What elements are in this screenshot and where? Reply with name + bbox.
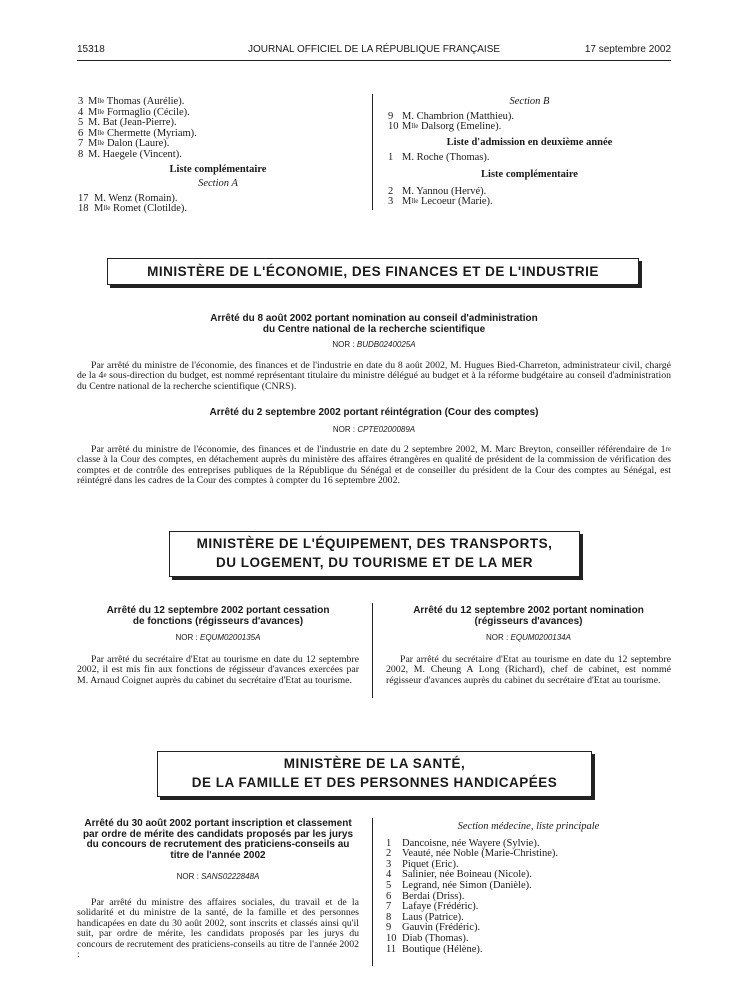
list-item (388, 122, 671, 133)
candidate-name: Berdai (Driss). (402, 890, 465, 902)
arrete-title (77, 314, 671, 335)
rank-number: 6 (78, 127, 84, 139)
rank-number: 11 (386, 943, 397, 955)
arrete-body: Par arrêté du ministre de l'économie, des finances et de l'industrie en date du 8 août 2002, M. Hugues Bied-Charreton, administrateur civil, chargé de la 4e sous-direction du budget, est nommé représentant titulaire du ministre délégué au budget et à la réforme budgétaire au conseil d'administration du Centre national de la recherche scientifique (CNRS). (77, 360, 672, 392)
candidate-name: M. Wenz (Romain). (94, 192, 178, 204)
arrete-title-line: par ordre de mérite des candidats proposés par les jurys (82, 828, 354, 840)
list-item (388, 197, 671, 208)
ministry-title: MINISTÈRE DE L'ÉCONOMIE, DES FINANCES ET DE L'INDUSTRIE (147, 264, 599, 279)
arrete-title-line: titre de l'année 2002 (170, 849, 266, 861)
nor-code: BUDB0240025A (356, 340, 416, 349)
rank-number: 2 (388, 185, 394, 197)
ministry-title-line: DE LA FAMILLE ET DES PERSONNES HANDICAPÉES (191, 775, 558, 790)
arrete-title (77, 606, 359, 627)
candidate-name: Boutique (Hélène). (402, 943, 483, 955)
candidate-name: Dancoisne, née Wayere (Sylvie). (402, 837, 540, 849)
arrete-body: Par arrêté du secrétaire d'Etat au tourisme en date du 12 septembre 2002, il est mis fin aux fonctions de régisseur d'avances exercées par M. Arnaud Coignet auprès du cabinet du secrétaire d'Etat au tourisme. (77, 654, 359, 686)
ministry-title-line: MINISTÈRE DE L'ÉQUIPEMENT, DES TRANSPORTS, (196, 536, 553, 551)
rank-number: 1 (386, 837, 392, 849)
rank-number: 4 (386, 869, 392, 881)
list-item (78, 204, 358, 215)
liste-complementaire-heading: Liste complémentaire (481, 168, 578, 180)
candidate-name: $M^{lle}$ Dalon (Laure). (88, 138, 170, 150)
candidate-name: $M^{lle}$ Lecoeur (Marie). (402, 196, 493, 208)
top-left-list (78, 97, 358, 215)
candidate-name: M. Haegele (Vincent). (88, 148, 182, 160)
arrete-title (77, 819, 359, 861)
nor-label: NOR : (176, 872, 199, 881)
ministry-heading-equipement (169, 531, 580, 577)
rank-number: 6 (386, 890, 392, 902)
arrete-title-line: Arrêté du 8 août 2002 portant nomination au conseil d'administration (210, 313, 538, 324)
list-item (388, 153, 671, 164)
candidate-name: Diab (Thomas). (402, 932, 469, 944)
nor-label: NOR : (175, 633, 198, 642)
rank-number: 17 (78, 192, 89, 204)
rank-number: 5 (78, 117, 84, 129)
candidate-name: Gauvin (Frédéric). (402, 922, 481, 934)
column-divider (372, 94, 373, 210)
liste-complementaire-heading: Liste complémentaire (169, 163, 267, 175)
candidate-name: Laus (Patrice). (402, 911, 464, 923)
ministry-heading-sante (157, 751, 592, 797)
arrete-title-line: Arrêté du 12 septembre 2002 portant cessation (106, 605, 330, 616)
rank-number: 9 (386, 922, 392, 934)
page-header (77, 44, 671, 58)
nor-label: NOR : (486, 633, 509, 642)
arrete-title (386, 606, 671, 627)
candidate-name: M. Chambrion (Matthieu). (402, 110, 514, 122)
candidate-name: $M^{lle}$ Dalsorg (Emeline). (402, 121, 502, 133)
medecine-section (386, 822, 671, 955)
section-b-heading: Section B (509, 96, 550, 107)
candidate-name: $M^{lle}$ Formaglio (Cécile). (88, 106, 190, 118)
column-divider (372, 818, 373, 966)
list-item (78, 150, 358, 161)
nor-code: CPTE0200089A (357, 425, 416, 434)
section-a-list (78, 194, 358, 215)
ministry-title-line: MINISTÈRE DE LA SANTÉ, (283, 756, 466, 771)
arrete-title-line: (régisseurs d'avances) (474, 615, 583, 627)
rank-number: 1 (388, 152, 394, 164)
rank-number: 18 (78, 203, 89, 215)
rank-number: 2 (386, 848, 392, 860)
liste-admission-heading: Liste d'admission en deuxième année (446, 136, 613, 148)
rank-number: 10 (388, 121, 399, 133)
candidate-name: $M^{lle}$ Thomas (Aurélie). (88, 96, 185, 107)
arrete-title-line: Arrêté du 30 août 2002 portant inscription et classement (84, 818, 352, 829)
nor-reference (77, 633, 359, 642)
arrete-title-line: du concours de recrutement des praticiens-conseils au (86, 839, 350, 850)
candidate-name: M. Yannou (Hervé). (402, 185, 487, 197)
list-item (78, 97, 358, 108)
rank-number: 7 (78, 138, 84, 150)
arrete-title-line: Arrêté du 12 septembre 2002 portant nomination (413, 605, 644, 616)
candidate-name: Legrand, née Simon (Danièle). (402, 879, 532, 891)
candidate-name: Lafaye (Frédéric). (402, 901, 479, 913)
rank-number: 4 (78, 106, 84, 118)
issue-date: 17 septembre 2002 (584, 44, 671, 55)
ministry-title-line: DU LOGEMENT, DU TOURISME ET DE LA MER (215, 555, 533, 570)
arrete-body: Par arrêté du secrétaire d'Etat au tourisme en date du 12 septembre 2002, M. Cheung A Long (Richard), chef de cabinet, est nommé régisseur d'avances auprès du cabinet du secrétaire d'Etat au tourisme. (386, 654, 671, 686)
header-rule (77, 60, 671, 61)
nor-code: EQUM0200134A (510, 633, 571, 642)
candidate-name: M. Bat (Jean-Pierre). (88, 117, 177, 129)
candidate-name: M. Roche (Thomas). (402, 152, 490, 164)
nor-code: SANS0222848A (201, 872, 260, 881)
complementaire-list (388, 187, 671, 208)
nor-label: NOR : (332, 425, 356, 434)
section-b-list (388, 112, 671, 133)
nor-reference (77, 340, 671, 349)
rank-number: 10 (386, 932, 397, 944)
nor-reference (386, 633, 671, 642)
arrete-title: Arrêté du 2 septembre 2002 portant réintégration (Cour des comptes) (209, 407, 539, 418)
list-item (386, 945, 671, 956)
candidate-name: $M^{lle}$ Chermette (Myriam). (88, 127, 197, 139)
top-right-list (388, 97, 671, 208)
arrete-title-line: de fonctions (régisseurs d'avances) (132, 615, 304, 627)
rank-number: 5 (386, 879, 392, 891)
nor-reference (77, 872, 359, 881)
arrete-title-line: du Centre national de la recherche scientifique (262, 323, 486, 335)
candidate-name: Veauté, née Noble (Marie-Christine). (402, 848, 558, 860)
candidate-name: Piquet (Eric). (402, 858, 459, 870)
ranked-name-list (78, 97, 358, 161)
medecine-list (386, 839, 671, 956)
candidate-name: Salinier, née Boineau (Nicole). (402, 869, 532, 881)
admission-list (388, 153, 671, 164)
ministry-heading-economie (107, 258, 639, 285)
rank-number: 7 (386, 901, 392, 913)
column-divider (372, 603, 373, 698)
rank-number: 9 (388, 110, 394, 122)
section-a-heading: Section A (198, 178, 238, 190)
rank-number: 8 (386, 911, 392, 923)
nor-label: NOR : (332, 340, 355, 349)
arrete-body: Par arrêté du ministre de l'économie, des finances et de l'industrie en date du 2 septembre 2002, M. Marc Breyton, conseiller référendaire de 1re classe à la Cour des comptes, en détachement auprès du ministère des affaires étrangères en qualité de président de la commission de vérification des comptes et de contrôle des entreprises publiques de la République du Sénégal et de conseiller du président de la Cour des comptes au Sénégal, est réintégré dans les cadres de la Cour des comptes à compter du 16 septembre 2002. (77, 444, 671, 487)
page-number: 15318 (77, 44, 105, 55)
rank-number: 3 (78, 96, 84, 107)
arrete-body: Par arrêté du ministre des affaires sociales, du travail et de la solidarité et du ministre de la santé, de la famille et des personnes handicapées en date du 30 août 2002, sont inscrits et classés ainsi qu'il suit, par ordre de mérite, les candidats proposés par les jurys du concours de recrutement des praticiens-conseils au titre de l'année 2002 : (77, 897, 359, 961)
section-medecine-heading: Section médecine, liste principale (457, 821, 600, 832)
nor-code: EQUM0200135A (199, 633, 261, 642)
rank-number: 3 (388, 196, 394, 208)
journal-title: JOURNAL OFFICIEL DE LA RÉPUBLIQUE FRANÇAISE (247, 44, 501, 55)
nor-reference (77, 425, 671, 434)
rank-number: 3 (386, 858, 392, 870)
candidate-name: $M^{lle}$ Romet (Clotilde). (94, 203, 188, 215)
rank-number: 8 (78, 148, 84, 160)
